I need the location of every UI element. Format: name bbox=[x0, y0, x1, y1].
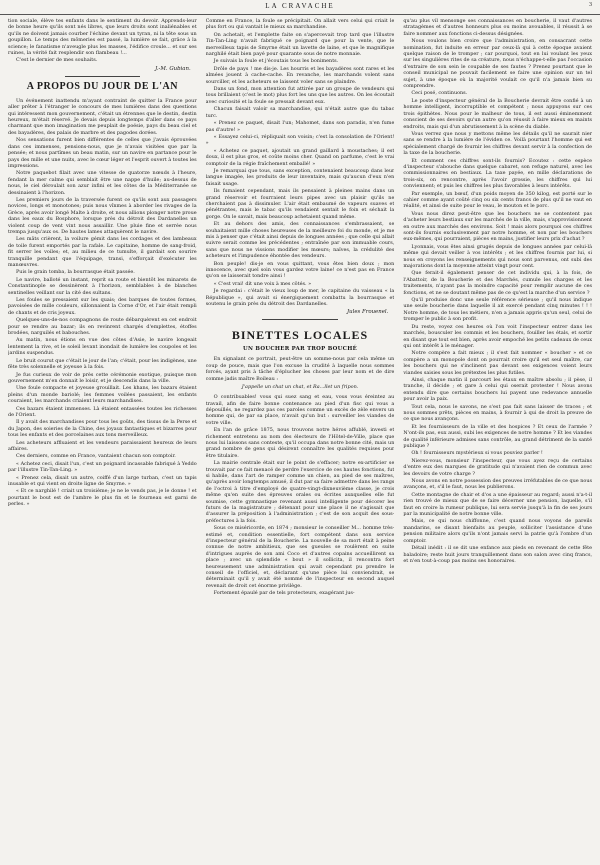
paragraph: Que ferait-il également penser de cet individu qui, à la fois, de l'Abattoir, de la Boucherie et des Marchés, cumule les charges et les traitements, n'ayant pas la moindre capacité pour remplir aucune de ces fonctions, et ne se doutant même pas de ce qu'est la marche d'un service ? bbox=[403, 270, 593, 296]
paragraph: Puis le grain tomba, la bourrasque était passée. bbox=[16, 269, 135, 276]
paragraph: Fortement épaulé par de tels protecteurs, exagérant jus- bbox=[213, 590, 355, 597]
paragraph: On achetait, et l'emplette faite on s'apercevait trop tard que l'illustre Tin-Tan-Ling n'avait fabriqué ce poignard que pour la vente, que le merveilleux tapis de Smyrne était un lavette de laine, et que le magnifique narghilé était bien payé pour quarante sous de notre monnaie. bbox=[205, 31, 395, 58]
section-subtitle: UN BOUCHER PAR TROP BOUCHÉ bbox=[242, 346, 358, 353]
paragraph: Nous voulons bien croire que l'administration, en consacrant cette nomination, fut induite en erreur par ceux-là qui à cette époque avaient quelque raison de le tromper ; car pourquoi, tout en lui voulant les yeux sur les singulières rites de sa créature, nous n'échappe-t-elle pas l'occasion d'extraire de son sein le coupable de ses fautes ? Prenez pourtant que le conseil municipal ne pouvait facilement se faire une opinion sur un tel sujet, à une époque où la majorité voulait ce qu'il n'a jamais bien su comprendre. bbox=[403, 38, 593, 90]
paragraph: Lyonnais, vous êtes ainsi grugés depuis de longues années par celui-là même qui devait veiller à vos intérêts ; et les chiffres fournis par lui, si nous en croyons les renseignements qui nous sont parvenus, ont subi des majorations dont la moyenne atteint vingt pour cent. bbox=[403, 243, 593, 270]
paragraph: Je remarquai que tous, sans exception, contenaient beaucoup dans leur langue imagée, les produits de leur inventaire, mais qu'aucun d'eux n'en faisait usage. bbox=[205, 167, 395, 187]
divider bbox=[65, 76, 140, 77]
article-columns bbox=[8, 18, 592, 859]
signature: Jules Frouenel. bbox=[346, 309, 389, 316]
paragraph: Chacun faisait valoir sa marchandise, qui n'était autre que du tabac turc. bbox=[205, 106, 395, 119]
paragraph: Le poste d'inspecteur général de la Boucherie devrait être confié à un homme intelligent, incorruptible et compétent ; nous appuyons sur ces trois épithètes. Nous pour le malheur de tous, il est aussi éminemment conscient de ses devoirs qu'un autre qu'on réussit à faire mieux en maints endroits, mais qui d'un abrutissement à la scène du diable. bbox=[403, 97, 593, 130]
paragraph: Comme en France, la foule se précipitait. On allait vers celui qui criait le plus fort ou qui vantait le mieux sa marchandise. bbox=[205, 18, 395, 31]
paragraph: Nos sensations furent bien différentes de celles que j'avais éprouvées dans ces immenses, pensions-nous, que je n'avais visitées que par la pensée; et nous partîmes un beau matin, sur un navire en partance pour le pays des mille et une nuits, avec le cœur léger et l'esprit ouvert à toutes les impressions. bbox=[8, 137, 197, 169]
paragraph: tion sociale, élève tes enfants dans le sentiment du devoir. Apprends-leur de bonne heure qu'ils sont nés libres, que leurs droits sont inaliénables et qu'ils ne doivent jamais courber l'échine devant un tyran, ni la tête sous un goupillon. Le temps des mômeries est passé, la lumière se fait, grâce à la science; le fanatisme n'aveugle plus les masses, l'édifice croule... et sur ses ruines, la vérité fait resplendir son flambeau !... bbox=[8, 18, 197, 57]
column-1 bbox=[8, 18, 197, 509]
paragraph: Il y avait des marchandises pour tous les goûts, des tissus de la Perse et du Japon, des soieries de la Chine, des joyaux fantastiques et bizarres pour tous les enfants et des porcelaines aux tons merveilleux. bbox=[8, 419, 197, 439]
paragraph: Ces derniers, comme en France, vantaient chacun son comptoir. bbox=[16, 453, 176, 460]
paragraph: Nous avons en notre possession des preuves irréfutables de ce que nous avançons, et, s'il le faut, nous les publierons. bbox=[403, 478, 593, 491]
paragraph: Je fus curieux de voir de près cette cérémonie exotique, puisque mon gouvernement m'en donnait le loisir, et je descendis dans la ville. bbox=[8, 371, 197, 384]
paragraph: qu'au plus vil mensonge ses connaissances en boucherie, il vaut d'autres stratagèmes et d'autres honneurs plus ou moins avouables, il réussit à se faire nommer aux fonctions ci-dessus désignées. bbox=[403, 18, 593, 37]
paragraph: Ces bazars étaient immenses. Là étaient entassées toutes les richesses de l'Orient. bbox=[8, 405, 197, 418]
divider bbox=[262, 319, 337, 320]
column-2 bbox=[206, 18, 395, 598]
column-3 bbox=[403, 18, 592, 565]
paragraph: « Essayez celui-ci, répliquait son voisin; c'est la consolation de l'Orient! » bbox=[205, 133, 395, 147]
paragraph: Nierez-vous, monsieur l'inspecteur, que vous ayez reçu de certains d'entre eux des marques de gratitude qui n'avaient rien de commun avec les devoirs de votre charge ? bbox=[403, 457, 593, 477]
paragraph: Mais, ce qui nous chiffonne, c'est quand nous voyons de pareils mandarins, se disant bienfaits au peuple, solliciter l'assistance d'une pension militaire alors qu'ils n'ont jamais servi la patrie qu'à l'ombre d'un comptoir. bbox=[403, 518, 593, 544]
paragraph: Je suivais la foule et j'écoutais tous les boniments. bbox=[213, 58, 339, 65]
paragraph: Les foules se pressaient sur les quais; des barques de toutes formes, pavoisées de mille couleurs, sillonnaient la Corne d'Or, et l'air était rempli de chants et de cris joyeux. bbox=[8, 297, 197, 316]
paragraph: La mairie centrale était sur le point de s'effacer; notre ex-artificier se trouvait par ce fait menacé de perdre l'exercice de ces hautes fonctions, fut si habile, dans l'art de ramper comme un chien, au pied de ses maîtres, qu'après avoir longtemps amusé, il dut par sa faire admettre dans les rangs de l'octroi à titre d'employé de quatre-vingt-dixneuvième classe, je crois même qu'en suite des épreuves orales ou écrites auxquelles elle fut soumise, cette gymnastique revenant aussi intelligente pour décorer les futurs de la magistrature ; détenant pour une place il ne s'agissait que d'assurer la préposition à l'administration ; c'est de son acquit des sous-préfectures à la fois. bbox=[205, 460, 395, 524]
paragraph: Notre compère a fait mieux ; il s'est fait nommer « boucher » et ce compère a un monopole dont on pourrait croire qu'il est seul maître, car les bouchers qui ne s'inclinent pas devant ses exigences voient leurs viandes saisies sous les prétextes les plus futiles. bbox=[403, 350, 593, 376]
paragraph: Le navire, balloté un instant, reprit sa route et bientôt les minarets de Constantinople se dessinèrent à l'horizon, semblables à de blanches sentinelles veillant sur la cité des sultans. bbox=[8, 276, 197, 296]
paragraph: Drôle de pays ! me dis-je. Les hourris et les bayadères sont rares et les almées jouent à cache-cache. En revanche, les marchands volent sans sourciller, et les acheteurs se laissent voler sans se plaindre. bbox=[205, 65, 395, 85]
article-title: A PROPOS DU JOUR DE L'AN bbox=[26, 80, 178, 92]
paragraph: Cette montagne de chair et d'os a une épaisseur au regard; aussi n'a-t-il rien trouvé de mieux que de se faire décerner une pension, laquelle, s'il faut en croire la rumeur publique, lui sera servie jusqu'à la fin de ses jours par la municipalité de notre bonne ville. bbox=[403, 491, 593, 518]
paragraph: C'est le dernier de mes souhaits. bbox=[16, 57, 98, 64]
paragraph: « Achetez ce paquet, ajoutait un grand gaillard à moustaches; il est doux, il est plus gros, et coûte moins cher. Quand on parfume, c'est le vrai comptoir de la régie fraîchement emballé! » bbox=[205, 147, 395, 167]
paragraph: Un événement inattendu m'ayant contraint de quitter la France pour aller prêter à l'étranger le concours de mes lumières dans des questions qui intéressent mon gouvernement, c'était un étrennes que le destin, destin heureux, m'était réservé. Je devais depuis longtemps d'aller dans ce pays charmant que mon imagination me peuplait de poésie, pays du beau ciel et des bayadères, des palais de marbre et des pagodes dorées. bbox=[8, 97, 197, 136]
paragraph: Une foule compacte et joyeuse grouillait. Les khans, les bazars étaient pleins d'un monde bariolé; les femmes voilées passaient, les enfants couraient, les marchands criaient leurs marchandises. bbox=[8, 385, 197, 405]
section-title: BINETTES LOCALES bbox=[231, 328, 369, 343]
paragraph: Dans un fond, mon attention fut attirée par un groupe de vendeurs qui tous brillaient (c'est le mot) plus fort les uns que les autres. On les écoutait avec curiosité et la foule se pressait devant eux. bbox=[205, 86, 395, 105]
paragraph: Ils fumaient cependant, mais ils pensaient à pleines mains dans un grand réservoir et fourraient leurs pipes avec un plaisir qu'ils ne cherchaient pas à dissimuler. L'air était embaumé de vapeurs suaves et pénétrantes, mais le tabac qu'ils vendaient sentait le foin et séchait la gorge. On le savait, mais beaucoup achetaient quand même. bbox=[205, 188, 395, 220]
paragraph: « Achetez ceci, disait l'un, c'est un poignard incassable fabriqué à Yeddo par l'illustre Tin-Tan-Ling. » bbox=[8, 460, 197, 474]
paragraph: Je regardai : c'était le vieux loup de mer, le capitaine du vaisseau « la République », qui avait si énergiquement combattu la bourrasque et soutenu le grain près du détroit des Dardanelles. bbox=[205, 288, 395, 308]
paragraph: Le bruit courut que c'était le jour de l'an; c'était, pour les indigènes, une fête très solennelle et joyeuse à la fois. bbox=[8, 357, 197, 371]
paragraph: Tout cela, nous le savons, ne s'est pas fait sans laisser de traces ; et nous sommes prêts, pièces en mains, à fournir à qui de droit la preuve de ce que nous avançons. bbox=[403, 403, 593, 423]
paragraph: Les acheteurs affluaient et les vendeurs paraissaient heureux de leurs affaires. bbox=[8, 439, 197, 452]
paragraph: Vous verrez que nous y mettons même les détails qu'il ne saurait nier sans se rendre à la lumière de l'éviden ce. Voilà pourtant l'homme qui est spécialement chargé de fournir les chiffres devant servir à la confection de la taxe de la boucherie. bbox=[403, 130, 593, 157]
paragraph: Oh ! fournisseurs mystérieux si vous pouviez parler ! bbox=[411, 450, 543, 457]
paragraph: Ceci posé, continuons. bbox=[411, 90, 468, 97]
paragraph: « C'est vrai! dit une voix à mes côtés. » bbox=[213, 280, 312, 287]
paragraph: Qu'il produise donc une seule référence sérieuse ; qu'il nous indique une seule boucherie dans laquelle il ait exercé pendant cinq minutes ! ! ! Notre homme, de tous les métiers, n'en a jamais appris qu'un seul, celui de tromper le public à son profit. bbox=[403, 297, 593, 323]
paragraph: O contribuables! vous qui suez sang et eau, vous vous éreintez au travail, afin de faire bonne contenance au pied d'un fisc qui vous a dépouillés, ne regardez pas ces paroles comme un excès de zèle envers un homme qui, de par sa place, n'avait qu'un but : surveiller les viandes de votre ville. bbox=[205, 394, 395, 426]
paragraph: « Prenez cela, disait un autre, coiffé d'un large turban, c'est un tapis inusable et qui vient en droite ligne de Smyrne. » bbox=[8, 474, 197, 487]
paragraph: Notre paquebot filait avec une vitesse de quatorze nœuds à l'heure, fendant la mer calme qui semblait être une nappe d'huile; au-dessus de nous, le ciel déroulait son azur infini et les côtes de la Méditerranée se dessinaient à l'horizon. bbox=[8, 170, 197, 196]
paragraph: En l'an de grâce 1875, nous trouvons notre héros affublé, investi et richement entretenu au nom des électeurs de l'Hôtel-de-Ville, place que nous lui laissons sans conteste, qu'il occupa dans notre bonne cité, mais un grand nombre de gens qui désirent connaître les qualités requises pour être titulaire. bbox=[205, 427, 395, 459]
paragraph: Bon peuple! dis-je en vous quittant, vous êtes bien doux ; mon innocence, avec quel soin vous gardez votre laine! ce n'est pas en France qu'on se laisserait tondre ainsi ! bbox=[205, 260, 395, 280]
quotation: J'appelle un chat un chat, et Ra...llet un fripon. bbox=[241, 384, 359, 391]
paragraph: Quelques-uns-de-nos compagnons de route débarquèrent en cet endroit pour se rendre au bazar; ils en revinrent chargés d'emplettes, étoffes brodées, narguilés et babouches. bbox=[8, 317, 197, 337]
paragraph: Sous ce miséricorde, en 1874 ; monsieur le conseiller M... homme très-estimé et, condition essentielle, fort compétent dans son service d'inspecteur général de la Boucherie. La nouvelle de sa mort était à peine connue de notre ambitieux, que ses gueules se roulèrent en suite d'intrigues auprès de son ami Coco et d'autres copains accueillirent sa place ; avec un splendide « bout » il sollicita, il rencontra fort heureusement une administration qui avait cependant pu prendre le conseil de l'officiel, et, déclarant qu'une pièce lui conviendrait, se déterminait qu'il y avait été nommé de l'inspecteur en second auquel revenait de droit cet énorme privilège. bbox=[205, 525, 395, 589]
paragraph: « Prenez ce paquet, disait l'un; Mahomet, dans son paradis, n'en fume pas d'autre! » bbox=[205, 120, 395, 133]
masthead-title: LA CRAVACHE bbox=[265, 2, 335, 10]
paragraph: Et comment ces chiffres sont-ils fournis? Ecoutez : cette espèce d'inspecteur s'abouche dans quelque cabaret, son refuge naturel, avec les commissionnaires en bestiaux. La taxe payée, en mille déclarations de trois-six, on rencontre, après l'avoir grossie, les chiffres qui lui conviennent; et puis les chiffres les plus favorables à leurs intérêts. bbox=[403, 157, 593, 190]
paragraph: Les mâts crièrent, la voilure gémit dans les cordages et des lambeaux de toile furent emportés par la rafale. Le capitaine, homme de sang-froid, fit serrer les voiles; et, au milieu de ce tumulte, il gardait son sourire tranquille pendant que l'équipage, transi, s'efforçait d'exécuter les manœuvres. bbox=[8, 236, 197, 268]
paragraph: Détail inédit : il se dit une enfance aux pieds en revenant de cette fête baladoire; reste huit jours tranquillement dans son salon avec cinq francs, et n'en tout-à-coup pas moins ses honoraires. bbox=[403, 545, 593, 564]
paragraph: Au matin, nous étions en vue des côtes d'Asie, le navire longeait lentement la rive, et le soleil levant inondait de lumière les coupoles et les jardins suspendus. bbox=[8, 337, 197, 357]
paragraph: Du reste, voyez ces heures où l'on voit l'inspecteur entrer dans les marchés, bousculer les commis et les bouchers, fouiller les étals, et sortir en disant que tout est bien, après avoir empoché les petits cadeaux de ceux qui ont intérêt à le ménager. bbox=[403, 323, 593, 349]
paragraph: En signalant ce portrait, peut-être un somme-nous par cela même un coup de pouce, mais que l'on excuse la crudité à laquelle nous sommes forcés, ayant pris à tâche d'éplucher les choses par leur nom et de dire comme jadis maître Boileau : bbox=[205, 356, 395, 382]
paragraph: Ainsi, chaque matin il parcourt les étaux en maître absolu ; il pèse, il tranche, il décide ; et gare à celui qui oserait protester ! Nous avons entendu dire que certains bouchers lui payent une redevance annuelle pour avoir la paix. bbox=[403, 376, 593, 403]
masthead bbox=[0, 2, 600, 15]
signature: J.-M. Gubian. bbox=[155, 65, 191, 72]
paragraph: Et les fournisseurs de la ville et des hospices ? Et ceux de l'armée ? N'ont-ils pas, eux aussi, subi les exigences de notre homme ? Et les viandes de qualité inférieure admises sans contrôle, au grand détriment de la santé publique ? bbox=[403, 423, 593, 449]
page-number: 3 bbox=[589, 2, 594, 8]
paragraph: Et au dehors des amis, des connaissances s'embrassaient, se souhaitaient mille choses heureuses de la meilleure foi du monde, et je me mis à penser que c'était ainsi depuis de longues années ; que celle qui allait suivre serait comme les précédentes ; entraînée par son immuable cours, sans que nous ne vissions modifier les mœurs; naïves, la crédulité des acheteurs et l'impudence éhontée des vendeurs. bbox=[205, 221, 395, 260]
paragraph: Vous nous direz peut-être que les bouchers ne se contentent pas d'acheter leurs bestiaux sur les marchés de la ville, mais, s'approvisionnent en outre aux marchés des environs. Soit ! mais alors pourquoi ces chiffres sont-ils fournis exclusivement par notre homme, et non par les bouchers eux-mêmes, qui pourraient, pièces en mains, justifier leurs prix d'achat ? bbox=[403, 210, 593, 243]
paragraph: « Et ce narghilé ! criait un troisième; je ne le vends pas, je le donne ! et pourtant le bout est de l'ambre le plus fin et le fourneau est garni de perles. » bbox=[8, 488, 197, 508]
paragraph: Par exemple, un bœuf, d'un poids moyen de 350 kilog, est porté sur le cahier comme ayant coûté cinq ou six cents francs de plus qu'il ne vaut en réalité, et ainsi de suite pour le veau, le mouton et le porc. bbox=[403, 190, 593, 210]
paragraph: Les premiers jours de la traversée furent ce qu'ils sont aux passagers novices, longs et monotones; puis nous vînmes à aborder les rivages de la Grèce, après avoir longé Malte à droite, et nous allions plonger notre proue dans les eaux du Bosphore, lorsque près du détroit des Dardanelles un violent coup de vent vint nous assaillir. Une pluie fine et serrée nous trempa jusqu'aux os. De hautes lames attaquèrent le navire. bbox=[8, 196, 197, 235]
